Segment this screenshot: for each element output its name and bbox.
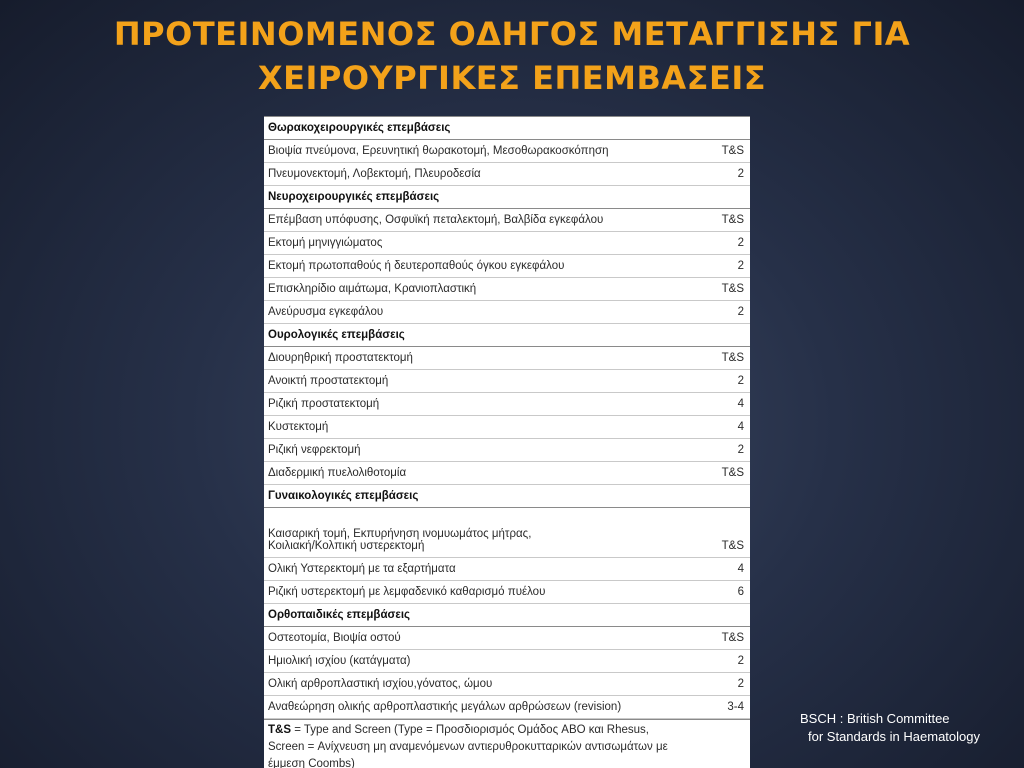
procedure-name-line: Ολική Υστερεκτομή με τα εξαρτήματα xyxy=(268,563,456,575)
procedure-name-line: Εκτομή μηνιγγιώματος xyxy=(268,237,383,249)
section-header xyxy=(264,186,750,209)
procedure-name-line: Ανεύρυσμα εγκεφάλου xyxy=(268,306,384,318)
procedure-name xyxy=(264,439,700,462)
table-row xyxy=(264,301,750,324)
table-row xyxy=(264,650,750,673)
procedure-name xyxy=(264,140,700,163)
footnote-line-1: = Type and Screen (Type = Προσδιορισμός Ομάδος ABO και Rhesus, xyxy=(291,724,649,736)
table-row xyxy=(264,696,750,719)
procedure-name xyxy=(264,209,700,232)
table-row xyxy=(264,416,750,439)
procedure-name-line: Διουρηθρική προστατεκτομή xyxy=(268,352,413,364)
table-row xyxy=(264,140,750,163)
procedure-name-line: Κυστεκτομή xyxy=(268,421,329,433)
procedure-name xyxy=(264,462,700,485)
section-heading: Θωρακοχειρουργικές επεμβάσεις xyxy=(264,117,750,140)
table-row xyxy=(264,232,750,255)
units-value: 2 xyxy=(700,370,750,393)
section-header xyxy=(264,324,750,347)
units-value: T&S xyxy=(700,278,750,301)
procedure-name-line: Αναθεώρηση ολικής αρθροπλαστικής μεγάλων αρθρώσεων (revision) xyxy=(268,701,622,713)
procedure-name xyxy=(264,650,700,673)
reference-line-2: for Standards in Haematology xyxy=(808,729,980,744)
section-heading: Ουρολογικές επεμβάσεις xyxy=(264,324,750,347)
procedure-name xyxy=(264,163,700,186)
table-row xyxy=(264,508,750,558)
procedure-name-line: Ανοικτή προστατεκτομή xyxy=(268,375,389,387)
table-row xyxy=(264,370,750,393)
transfusion-guide-table xyxy=(264,116,750,768)
procedure-name-line: Διαδερμική πυελολιθοτομία xyxy=(268,467,407,479)
section-heading: Ορθοπαιδικές επεμβάσεις xyxy=(264,604,750,627)
table-row xyxy=(264,462,750,485)
table-row xyxy=(264,558,750,581)
table-row xyxy=(264,439,750,462)
units-value: T&S xyxy=(700,347,750,370)
procedure-name xyxy=(264,278,700,301)
units-value: 2 xyxy=(700,163,750,186)
slide-title xyxy=(0,12,1024,100)
procedure-name xyxy=(264,255,700,278)
procedure-name-line: Κοιλιακή/Κολπική υστερεκτομή xyxy=(268,540,425,552)
procedure-name xyxy=(264,370,700,393)
units-value: T&S xyxy=(700,462,750,485)
reference-note xyxy=(800,710,980,746)
procedure-name-line: Οστεοτομία, Βιοψία οστού xyxy=(268,632,401,644)
table-row xyxy=(264,255,750,278)
table-row xyxy=(264,673,750,696)
units-value: T&S xyxy=(700,140,750,163)
procedure-name-line: Εκτομή πρωτοπαθούς ή δευτεροπαθούς όγκου εγκεφάλου xyxy=(268,260,565,272)
units-value: 2 xyxy=(700,673,750,696)
procedure-name xyxy=(264,508,700,558)
procedure-name xyxy=(264,301,700,324)
units-value: 4 xyxy=(700,393,750,416)
units-value: T&S xyxy=(700,209,750,232)
procedure-name-line: Βιοψία πνεύμονα, Ερευνητική θωρακοτομή, Μεσοθωρακοσκόπηση xyxy=(268,145,609,157)
procedure-name-line: Ριζική προστατεκτομή xyxy=(268,398,380,410)
table-row xyxy=(264,347,750,370)
procedure-name xyxy=(264,627,700,650)
footnote-term: T&S xyxy=(268,724,291,736)
table-row xyxy=(264,209,750,232)
section-header xyxy=(264,604,750,627)
procedure-name xyxy=(264,558,700,581)
footnote-line-3: έμμεση Coombs) xyxy=(268,758,355,768)
units-value: 2 xyxy=(700,301,750,324)
units-value: 2 xyxy=(700,439,750,462)
procedures-table xyxy=(264,116,750,719)
reference-line-1: BSCH : British Committee xyxy=(800,711,950,726)
procedure-name xyxy=(264,581,700,604)
procedure-name xyxy=(264,696,700,719)
section-heading: Γυναικολογικές επεμβάσεις xyxy=(264,485,750,508)
procedure-name-line: Καισαρική τομή, Εκπυρήνηση ινομυωμάτος μήτρας, xyxy=(268,528,532,540)
procedure-name-line: Επέμβαση υπόφυσης, Οσφυϊκή πεταλεκτομή, Βαλβίδα εγκεφάλου xyxy=(268,214,604,226)
procedure-name-line: Ριζική υστερεκτομή με λεμφαδενικό καθαρισμό πυέλου xyxy=(268,586,546,598)
procedure-name-line: Ημιολική ισχίου (κατάγματα) xyxy=(268,655,411,667)
table-row xyxy=(264,278,750,301)
procedure-name-line: Ολική αρθροπλαστική ισχίου,γόνατος, ώμου xyxy=(268,678,493,690)
procedure-name-line: Ριζική νεφρεκτομή xyxy=(268,444,361,456)
units-value: 2 xyxy=(700,650,750,673)
procedure-name xyxy=(264,416,700,439)
table-row xyxy=(264,393,750,416)
units-value: 2 xyxy=(700,255,750,278)
units-value: 4 xyxy=(700,416,750,439)
table-row xyxy=(264,581,750,604)
units-value: 4 xyxy=(700,558,750,581)
procedure-name xyxy=(264,347,700,370)
footnote-line-2: Screen = Ανίχνευση μη αναμενόμενων αντιερυθροκυτταρικών αντισωμάτων με xyxy=(268,741,668,753)
table-footnote xyxy=(264,719,750,768)
procedure-name-line: Επισκληρίδιο αιμάτωμα, Κρανιοπλαστική xyxy=(268,283,477,295)
procedure-name xyxy=(264,232,700,255)
slide-title-line-2: ΧΕΙΡΟΥΡΓΙΚΕΣ ΕΠΕΜΒΑΣΕΙΣ xyxy=(257,59,767,97)
units-value: T&S xyxy=(700,508,750,558)
section-header xyxy=(264,485,750,508)
units-value: T&S xyxy=(700,627,750,650)
table-row xyxy=(264,627,750,650)
slide-title-line-1: ΠΡΟΤΕΙΝΟΜΕΝΟΣ ΟΔΗΓΟΣ ΜΕΤΑΓΓΙΣΗΣ ΓΙΑ xyxy=(113,15,911,53)
units-value: 3-4 xyxy=(700,696,750,719)
section-header xyxy=(264,117,750,140)
table-row xyxy=(264,163,750,186)
procedure-name xyxy=(264,673,700,696)
units-value: 2 xyxy=(700,232,750,255)
units-value: 6 xyxy=(700,581,750,604)
procedure-name xyxy=(264,393,700,416)
section-heading: Νευροχειρουργικές επεμβάσεις xyxy=(264,186,750,209)
procedure-name-line: Πνευμονεκτομή, Λοβεκτομή, Πλευροδεσία xyxy=(268,168,481,180)
